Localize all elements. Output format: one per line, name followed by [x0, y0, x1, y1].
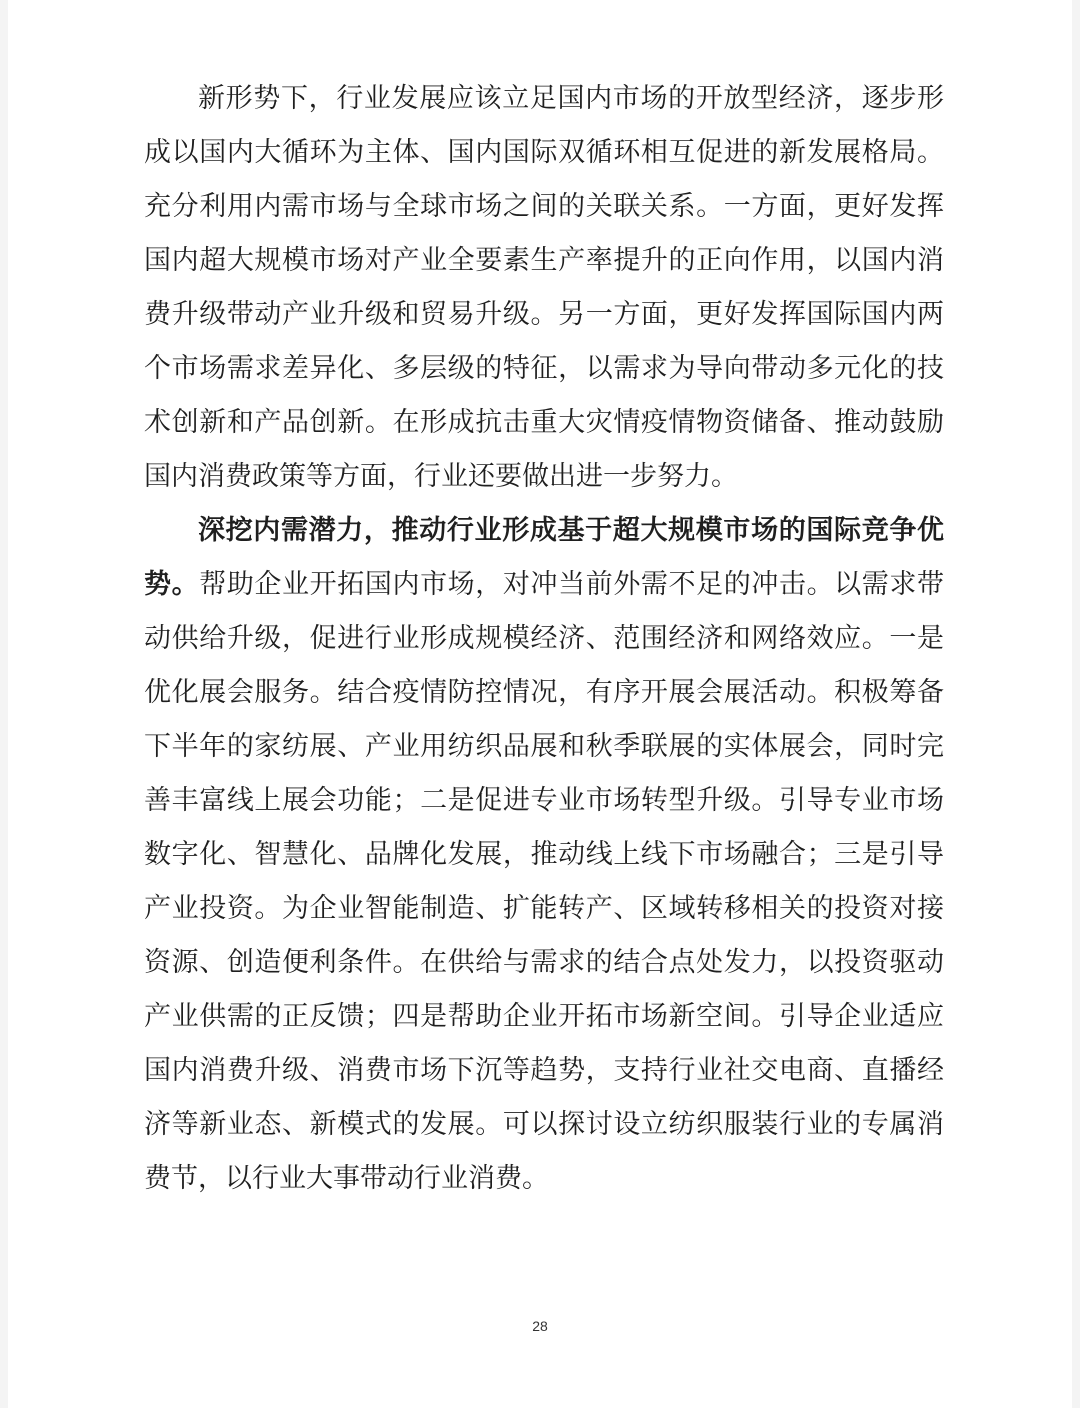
document-page — [8, 0, 1072, 1408]
paragraph-2 — [144, 504, 944, 1206]
paragraph-1-text: 新形势下，行业发展应该立足国内市场的开放型经济，逐步形成以国内大循环为主体、国内国际双循环相互促进的新发展格局。充分利用内需市场与全球市场之间的关联关系。一方面，更好发挥国内超大规模市场对产业全要素生产率提升的正向作用，以国内消费升级带动产业升级和贸易升级。另一方面，更好发挥国际国内两个市场需求差异化、多层级的特征，以需求为导向带动多元化的技术创新和产品创新。在形成抗击重大灾情疫情物资储备、推动鼓励国内消费政策等方面，行业还要做出进一步努力。 — [144, 83, 944, 492]
document-body — [144, 72, 944, 1206]
paragraph-1 — [144, 72, 944, 504]
page-number: 28 — [532, 1318, 548, 1334]
paragraph-2-text: 帮助企业开拓国内市场，对冲当前外需不足的冲击。以需求带动供给升级，促进行业形成规模经济、范围经济和网络效应。一是优化展会服务。结合疫情防控情况，有序开展会展活动。积极筹备下半年的家纺展、产业用纺织品展和秋季联展的实体展会，同时完善丰富线上展会功能；二是促进专业市场转型升级。引导专业市场数字化、智慧化、品牌化发展，推动线上线下市场融合；三是引导产业投资。为企业智能制造、扩能转产、区域转移相关的投资对接资源、创造便利条件。在供给与需求的结合点处发力，以投资驱动产业供需的正反馈；四是帮助企业开拓市场新空间。引导企业适应国内消费升级、消费市场下沉等趋势，支持行业社交电商、直播经济等新业态、新模式的发展。可以探讨设立纺织服装行业的专属消费节，以行业大事带动行业消费。 — [144, 569, 945, 1194]
paragraph-2-lead: 深挖内需潜力，推动行业形成基于超大规模市场的国际竞争优势。 — [144, 515, 944, 600]
